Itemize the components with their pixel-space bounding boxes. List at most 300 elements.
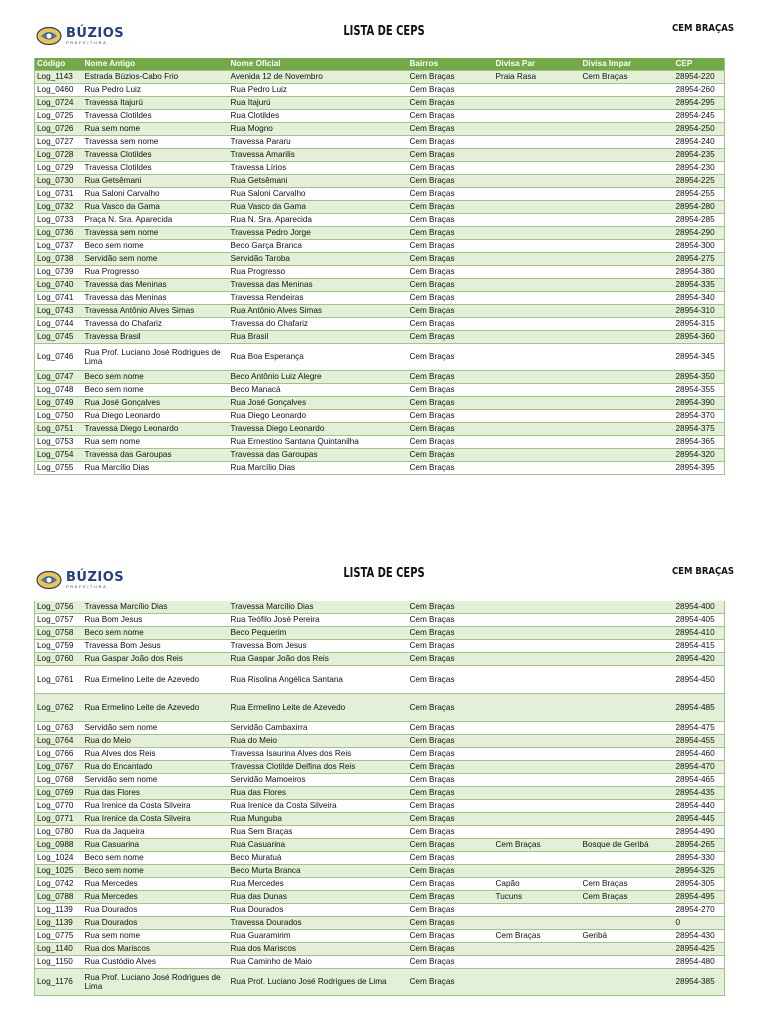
neighborhood-cell: Cem Braças [408,943,494,956]
old-name-cell: Rua sem nome [83,436,229,449]
official-name-cell: Travessa Bom Jesus [229,640,408,653]
code-cell: Log_0733 [35,214,83,227]
odd-border-cell [581,97,674,110]
page-title: LISTA DE CEPS [343,24,425,39]
official-name-cell: Rua Itajurú [229,97,408,110]
cep-cell: 28954-285 [674,214,725,227]
table-row [35,240,725,253]
odd-border-cell [581,410,674,423]
neighborhood-cell: Cem Braças [408,904,494,917]
even-border-cell [494,292,581,305]
official-name-cell: Servidão Mamoeiros [229,774,408,787]
code-cell: Log_0988 [35,839,83,852]
neighborhood-cell: Cem Braças [408,761,494,774]
old-name-cell: Beco sem nome [83,371,229,384]
neighborhood-cell: Cem Braças [408,123,494,136]
column-header: Código [35,58,83,71]
old-name-cell: Servidão sem nome [83,253,229,266]
old-name-cell: Rua Gaspar João dos Reis [83,653,229,666]
even-border-cell [494,917,581,930]
code-cell: Log_0748 [35,384,83,397]
even-border-cell [494,800,581,813]
odd-border-cell [581,462,674,475]
odd-border-cell [581,917,674,930]
official-name-cell: Rua Guaramirim [229,930,408,943]
even-border-cell [494,787,581,800]
odd-border-cell [581,240,674,253]
code-cell: Log_1140 [35,943,83,956]
neighborhood-cell: Cem Braças [408,813,494,826]
table-row [35,162,725,175]
cep-cell: 28954-290 [674,227,725,240]
table-row [35,449,725,462]
even-border-cell [494,865,581,878]
code-cell: Log_0726 [35,123,83,136]
logo-sub: PREFEITURA [66,584,108,589]
column-header: Nome Antigo [83,58,229,71]
cep-cell: 28954-420 [674,653,725,666]
neighborhood-cell: Cem Braças [408,774,494,787]
cep-cell: 28954-490 [674,826,725,839]
even-border-cell [494,344,581,371]
odd-border-cell [581,614,674,627]
table-row [35,436,725,449]
old-name-cell: Rua Ermelino Leite de Azevedo [83,694,229,722]
old-name-cell: Servidão sem nome [83,722,229,735]
neighborhood-cell: Cem Braças [408,917,494,930]
old-name-cell: Rua Alves dos Reis [83,748,229,761]
cep-cell: 28954-475 [674,722,725,735]
cep-cell: 28954-220 [674,71,725,84]
old-name-cell: Beco sem nome [83,627,229,640]
neighborhood-cell: Cem Braças [408,800,494,813]
code-cell: Log_1139 [35,904,83,917]
table-row [35,397,725,410]
neighborhood-cell: Cem Braças [408,694,494,722]
official-name-cell: Rua Prof. Luciano José Rodrigues de Lima [229,969,408,996]
official-name-cell: Rua Munguba [229,813,408,826]
official-name-cell: Rua Progresso [229,266,408,279]
odd-border-cell [581,318,674,331]
code-cell: Log_1139 [35,917,83,930]
odd-border-cell [581,787,674,800]
code-cell: Log_0740 [35,279,83,292]
code-cell: Log_1176 [35,969,83,996]
even-border-cell [494,694,581,722]
official-name-cell: Travessa Clotilde Delfina dos Reis [229,761,408,774]
code-cell: Log_0739 [35,266,83,279]
even-border-cell [494,761,581,774]
official-name-cell: Rua Antônio Alves Simas [229,305,408,318]
neighborhood-cell: Cem Braças [408,149,494,162]
table-row [35,175,725,188]
old-name-cell: Rua Irenice da Costa Silveira [83,800,229,813]
cep-cell: 28954-425 [674,943,725,956]
code-cell: Log_0460 [35,84,83,97]
neighborhood-cell: Cem Braças [408,84,494,97]
neighborhood-cell: Cem Braças [408,614,494,627]
column-header: Nome Oficial [229,58,408,71]
odd-border-cell [581,774,674,787]
odd-border-cell [581,344,674,371]
code-cell: Log_1143 [35,71,83,84]
code-cell: Log_0746 [35,344,83,371]
even-border-cell [494,410,581,423]
old-name-cell: Rua Getsêmani [83,175,229,188]
cep-cell: 28954-330 [674,852,725,865]
neighborhood-cell: Cem Braças [408,666,494,694]
official-name-cell: Rua Sem Braças [229,826,408,839]
code-cell: Log_0771 [35,813,83,826]
even-border-cell [494,214,581,227]
odd-border-cell [581,735,674,748]
official-name-cell: Beco Murta Branca [229,865,408,878]
official-name-cell: Travessa das Garoupas [229,449,408,462]
official-name-cell: Beco Pequerim [229,627,408,640]
logo-sub: PREFEITURA [66,40,108,45]
code-cell: Log_0729 [35,162,83,175]
cep-cell: 28954-235 [674,149,725,162]
old-name-cell: Travessa das Meninas [83,279,229,292]
cep-cell: 28954-485 [674,694,725,722]
even-border-cell [494,904,581,917]
cep-cell: 28954-415 [674,640,725,653]
official-name-cell: Avenida 12 de Novembro [229,71,408,84]
even-border-cell [494,813,581,826]
even-border-cell [494,748,581,761]
old-name-cell: Rua Dourados [83,917,229,930]
cep-cell: 28954-225 [674,175,725,188]
table-row [35,331,725,344]
old-name-cell: Rua Dourados [83,904,229,917]
cep-cell: 28954-365 [674,436,725,449]
code-cell: Log_0742 [35,878,83,891]
old-name-cell: Travessa Antônio Alves Simas [83,305,229,318]
odd-border-cell [581,149,674,162]
table-row [35,292,725,305]
even-border-cell [494,97,581,110]
neighborhood-cell: Cem Braças [408,214,494,227]
code-cell: Log_0751 [35,423,83,436]
table-row [35,614,725,627]
cep-cell: 28954-270 [674,904,725,917]
official-name-cell: Servidão Taroba [229,253,408,266]
table-row [35,917,725,930]
table-row [35,640,725,653]
neighborhood-cell: Cem Braças [408,227,494,240]
even-border-cell [494,318,581,331]
table-row [35,214,725,227]
cep-cell: 28954-465 [674,774,725,787]
table-row [35,227,725,240]
old-name-cell: Estrada Búzios-Cabo Frio [83,71,229,84]
code-cell: Log_0737 [35,240,83,253]
code-cell: Log_0738 [35,253,83,266]
code-cell: Log_0745 [35,331,83,344]
neighborhood-cell: Cem Braças [408,627,494,640]
table-row [35,149,725,162]
table-row [35,852,725,865]
odd-border-cell [581,666,674,694]
old-name-cell: Rua Prof. Luciano José Rodrigues de Lima [83,969,229,996]
code-cell: Log_0788 [35,891,83,904]
table-row [35,110,725,123]
even-border-cell [494,371,581,384]
official-name-cell: Travessa das Meninas [229,279,408,292]
column-header: Divisa Par [494,58,581,71]
official-name-cell: Travessa Isaurina Alves dos Reis [229,748,408,761]
old-name-cell: Travessa sem nome [83,136,229,149]
table-row [35,423,725,436]
even-border-cell [494,735,581,748]
even-border-cell [494,305,581,318]
old-name-cell: Travessa Clotildes [83,110,229,123]
even-border-cell: Praia Rasa [494,71,581,84]
column-header: Bairros [408,58,494,71]
neighborhood-cell: Cem Braças [408,97,494,110]
code-cell: Log_0731 [35,188,83,201]
table-row [35,601,725,614]
odd-border-cell [581,279,674,292]
even-border-cell: Cem Braças [494,930,581,943]
even-border-cell [494,331,581,344]
odd-border-cell [581,110,674,123]
official-name-cell: Rua dos Mariscos [229,943,408,956]
old-name-cell: Rua Irenice da Costa Silveira [83,813,229,826]
even-border-cell [494,384,581,397]
code-cell: Log_0728 [35,149,83,162]
old-name-cell: Rua Custódio Alves [83,956,229,969]
table-row [35,735,725,748]
odd-border-cell [581,627,674,640]
table-row [35,266,725,279]
old-name-cell: Rua Prof. Luciano José Rodrigues de Lima [83,344,229,371]
cep-cell: 28954-470 [674,761,725,774]
official-name-cell: Rua das Flores [229,787,408,800]
official-name-cell: Rua Vasco da Gama [229,201,408,214]
table-row [35,969,725,996]
odd-border-cell: Cem Braças [581,71,674,84]
odd-border-cell [581,292,674,305]
old-name-cell: Praça N. Sra. Aparecida [83,214,229,227]
odd-border-cell [581,136,674,149]
neighborhood-cell: Cem Braças [408,279,494,292]
official-name-cell: Travessa Marcílio Dias [229,601,408,614]
official-name-cell: Travessa Diego Leonardo [229,423,408,436]
odd-border-cell [581,331,674,344]
odd-border-cell [581,423,674,436]
neighborhood-cell: Cem Braças [408,110,494,123]
odd-border-cell [581,123,674,136]
cep-cell: 28954-295 [674,97,725,110]
even-border-cell [494,123,581,136]
code-cell: Log_0755 [35,462,83,475]
table-row [35,787,725,800]
official-name-cell: Travessa Pararu [229,136,408,149]
official-name-cell: Rua Caminho de Maio [229,956,408,969]
odd-border-cell: Cem Braças [581,891,674,904]
neighborhood-cell: Cem Braças [408,839,494,852]
region-label: CEM BRAÇAS [671,23,734,34]
code-cell: Log_0747 [35,371,83,384]
odd-border-cell [581,305,674,318]
official-name-cell: Rua José Gonçalves [229,397,408,410]
official-name-cell: Rua Risolina Angélica Santana [229,666,408,694]
code-cell: Log_0761 [35,666,83,694]
neighborhood-cell: Cem Braças [408,748,494,761]
neighborhood-cell: Cem Braças [408,969,494,996]
official-name-cell: Rua Clotildes [229,110,408,123]
even-border-cell [494,84,581,97]
cep-cell: 28954-240 [674,136,725,149]
official-name-cell: Rua Dourados [229,904,408,917]
neighborhood-cell: Cem Braças [408,436,494,449]
odd-border-cell [581,175,674,188]
code-cell: Log_0727 [35,136,83,149]
code-cell: Log_0758 [35,627,83,640]
column-header: CEP [674,58,725,71]
table-row [35,748,725,761]
code-cell: Log_0757 [35,614,83,627]
official-name-cell: Travessa Rendeiras [229,292,408,305]
table-row [35,371,725,384]
code-cell: Log_0766 [35,748,83,761]
cep-cell: 28954-320 [674,449,725,462]
cep-cell: 28954-455 [674,735,725,748]
odd-border-cell [581,943,674,956]
logo-name: BÚZIOS [66,570,125,585]
neighborhood-cell: Cem Braças [408,653,494,666]
neighborhood-cell: Cem Braças [408,735,494,748]
odd-border-cell: Geribá [581,930,674,943]
cep-table-page-2 [34,601,725,996]
cep-cell: 28954-435 [674,787,725,800]
neighborhood-cell: Cem Braças [408,188,494,201]
table-row [35,627,725,640]
official-name-cell: Travessa do Chafariz [229,318,408,331]
cep-cell: 28954-265 [674,839,725,852]
neighborhood-cell: Cem Braças [408,423,494,436]
even-border-cell [494,774,581,787]
even-border-cell [494,240,581,253]
old-name-cell: Rua Ermelino Leite de Azevedo [83,666,229,694]
cep-cell: 28954-315 [674,318,725,331]
old-name-cell: Rua Saloni Carvalho [83,188,229,201]
neighborhood-cell: Cem Braças [408,410,494,423]
odd-border-cell: Cem Braças [581,878,674,891]
code-cell: Log_0730 [35,175,83,188]
neighborhood-cell: Cem Braças [408,305,494,318]
cep-cell: 28954-340 [674,292,725,305]
neighborhood-cell: Cem Braças [408,318,494,331]
old-name-cell: Travessa Bom Jesus [83,640,229,653]
old-name-cell: Travessa das Meninas [83,292,229,305]
code-cell: Log_0763 [35,722,83,735]
official-name-cell: Beco Garça Branca [229,240,408,253]
even-border-cell [494,640,581,653]
official-name-cell: Rua do Meio [229,735,408,748]
table-row [35,813,725,826]
odd-border-cell [581,227,674,240]
table-row [35,97,725,110]
even-border-cell [494,601,581,614]
old-name-cell: Rua Vasco da Gama [83,201,229,214]
old-name-cell: Travessa Itajurú [83,97,229,110]
neighborhood-cell: Cem Braças [408,956,494,969]
old-name-cell: Rua José Gonçalves [83,397,229,410]
code-cell: Log_0764 [35,735,83,748]
odd-border-cell [581,397,674,410]
neighborhood-cell: Cem Braças [408,878,494,891]
old-name-cell: Rua dos Mariscos [83,943,229,956]
code-cell: Log_0744 [35,318,83,331]
old-name-cell: Rua das Flores [83,787,229,800]
old-name-cell: Travessa Clotildes [83,149,229,162]
old-name-cell: Travessa Diego Leonardo [83,423,229,436]
old-name-cell: Travessa Clotildes [83,162,229,175]
table-row [35,878,725,891]
neighborhood-cell: Cem Braças [408,601,494,614]
old-name-cell: Travessa Marcílio Dias [83,601,229,614]
cep-cell: 28954-245 [674,110,725,123]
table-row [35,774,725,787]
table-row [35,136,725,149]
cep-cell: 28954-380 [674,266,725,279]
cep-cell: 0 [674,917,725,930]
table-header-row [35,58,725,71]
odd-border-cell [581,266,674,279]
official-name-cell: Rua Pedro Luiz [229,84,408,97]
official-name-cell: Beco Muratuá [229,852,408,865]
odd-border-cell [581,253,674,266]
code-cell: Log_0741 [35,292,83,305]
table-row [35,943,725,956]
table-body [35,601,725,996]
even-border-cell [494,666,581,694]
even-border-cell [494,175,581,188]
old-name-cell: Rua sem nome [83,930,229,943]
even-border-cell [494,627,581,640]
even-border-cell [494,956,581,969]
cep-cell: 28954-405 [674,614,725,627]
old-name-cell: Rua Casuarina [83,839,229,852]
old-name-cell: Rua Progresso [83,266,229,279]
cep-cell: 28954-345 [674,344,725,371]
old-name-cell: Rua do Meio [83,735,229,748]
neighborhood-cell: Cem Braças [408,462,494,475]
cep-cell: 28954-395 [674,462,725,475]
code-cell: Log_0725 [35,110,83,123]
old-name-cell: Travessa Brasil [83,331,229,344]
official-name-cell: Rua Marcílio Dias [229,462,408,475]
code-cell: Log_0760 [35,653,83,666]
odd-border-cell [581,865,674,878]
cep-cell: 28954-385 [674,969,725,996]
old-name-cell: Beco sem nome [83,852,229,865]
table-body [35,71,725,475]
table-row [35,188,725,201]
official-name-cell: Rua Casuarina [229,839,408,852]
odd-border-cell [581,84,674,97]
cep-cell: 28954-260 [674,84,725,97]
even-border-cell [494,266,581,279]
logo-name: BÚZIOS [66,26,125,41]
odd-border-cell [581,969,674,996]
cep-cell: 28954-255 [674,188,725,201]
cep-cell: 28954-440 [674,800,725,813]
code-cell: Log_0759 [35,640,83,653]
even-border-cell [494,110,581,123]
